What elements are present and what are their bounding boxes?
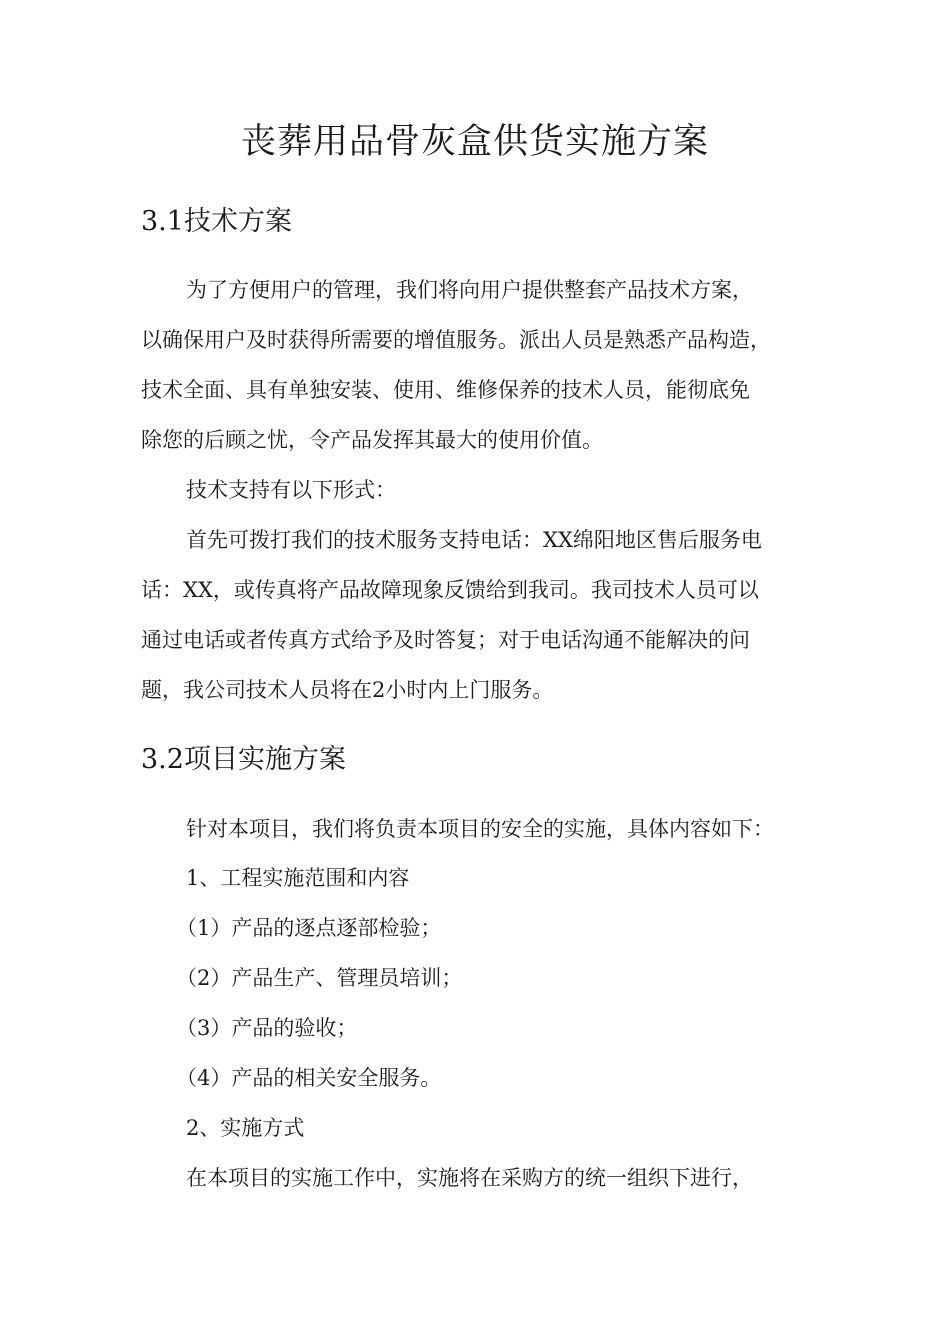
- list-heading: 1、工程实施范围和内容: [186, 866, 410, 890]
- paragraph-line: 以确保用户及时获得所需要的增值服务。派出人员是熟悉产品构造，: [141, 328, 771, 352]
- paragraph-line: 在本项目的实施工作中，实施将在采购方的统一组织下进行，: [186, 1166, 753, 1190]
- list-heading: 2、实施方式: [186, 1116, 305, 1140]
- list-item: （4）产品的相关安全服务。: [176, 1066, 442, 1090]
- paragraph-line: 技术支持有以下形式：: [186, 478, 396, 502]
- document-title: 丧葬用品骨灰盒供货实施方案: [240, 122, 709, 162]
- paragraph-line: 为了方便用户的管理，我们将向用户提供整套产品技术方案，: [186, 278, 753, 302]
- paragraph-line: 除您的后顾之忧，令产品发挥其最大的使用价值。: [141, 428, 603, 452]
- paragraph-line: 题，我公司技术人员将在2小时内上门服务。: [141, 678, 554, 702]
- list-item: （1）产品的逐点逐部检验；: [176, 916, 442, 940]
- section-heading-3-2: 3.2项目实施方案: [141, 744, 346, 775]
- paragraph-line: 针对本项目，我们将负责本项目的安全的实施，具体内容如下：: [186, 817, 774, 841]
- paragraph-line: 技术全面、具有单独安装、使用、维修保养的技术人员，能彻底免: [141, 378, 750, 402]
- section-heading-3-1: 3.1技术方案: [141, 206, 292, 237]
- list-item: （3）产品的验收；: [176, 1016, 358, 1040]
- paragraph-line: 首先可拨打我们的技术服务支持电话：XX绵阳地区售后服务电: [186, 528, 762, 552]
- paragraph-line: 通过电话或者传真方式给予及时答复；对于电话沟通不能解决的问: [141, 628, 750, 652]
- list-item: （2）产品生产、管理员培训；: [176, 966, 463, 990]
- paragraph-line: 话：XX，或传真将产品故障现象反馈给到我司。我司技术人员可以: [141, 578, 759, 602]
